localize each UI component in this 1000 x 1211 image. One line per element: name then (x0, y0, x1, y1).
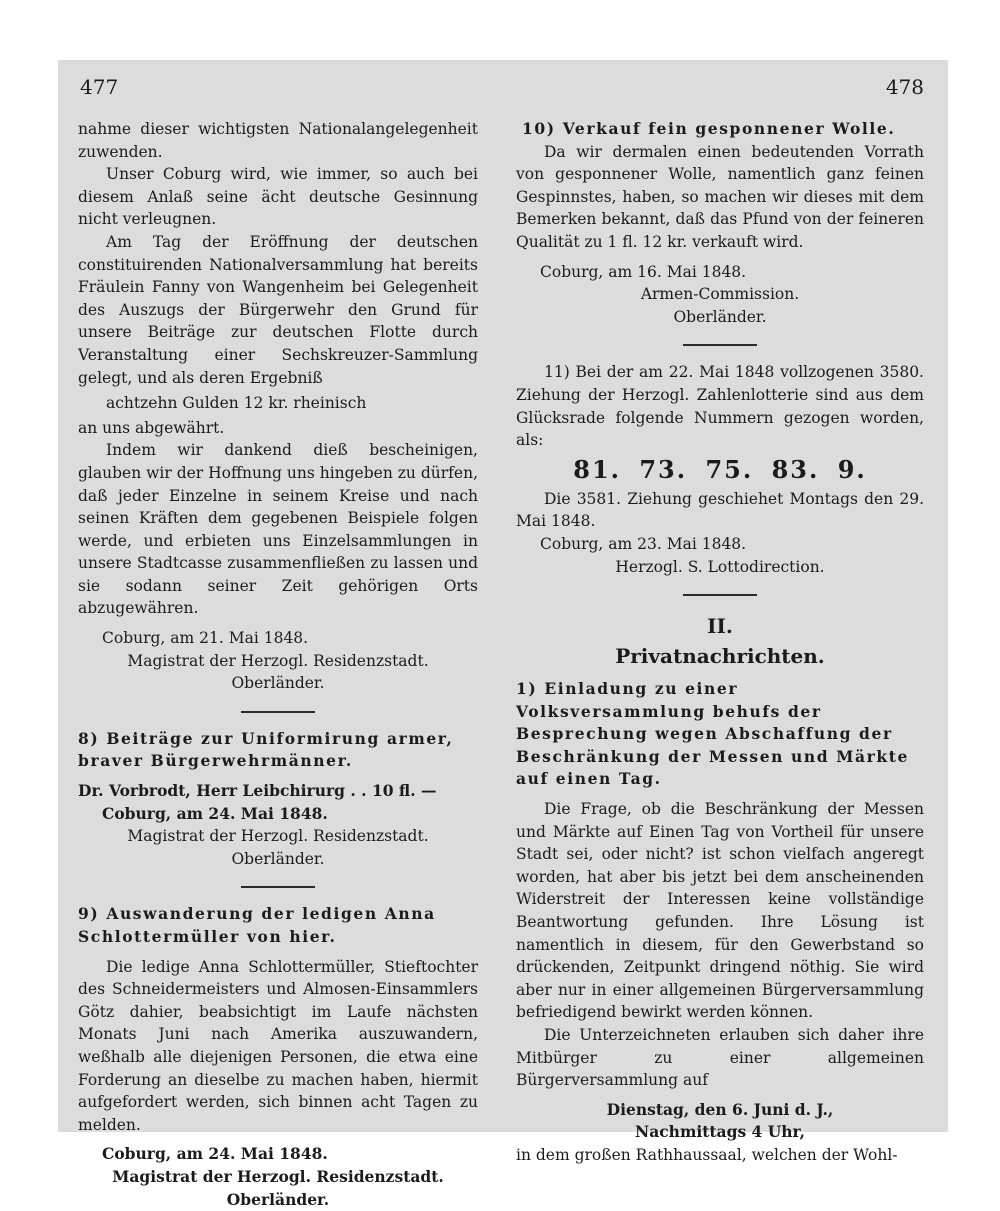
separator-rule (683, 594, 757, 596)
section-10-title: 10) Verkauf fein gesponnener Wolle. (522, 119, 896, 138)
meeting-time: Nachmittags 4 Uhr, (635, 1122, 805, 1142)
paragraph-next-draw: Die 3581. Ziehung geschiehet Montags den 29. Mai 1848. (516, 489, 924, 531)
date-line: Coburg, am 16. Mai 1848. (540, 262, 747, 281)
date-line: Coburg, am 24. Mai 1848. (102, 1144, 328, 1164)
amount-line: achtzehn Gulden 12 kr. rheinisch (106, 394, 367, 413)
delivered-line: an uns abgewährt. (78, 418, 225, 437)
paragraph-question: Die Frage, ob die Beschränkung der Messen und Märkte auf Einen Tag von Vortheil für unsere Stadt sei, oder nicht? ist schon vielfach angeregt worden, hat aber bis jetzt bei dem anscheinenden Widerstreit der Interessen keine vollständige Beantwortung gefunden. Ihre Lösung ist namentlich in diesem, für den Gewerbstand so drückenden, Zeitpunkt dringend nöthig. Sie wird aber nur in einer allgemeinen Bürgerversammlung befriedigend bewirkt werden können. (516, 800, 924, 1022)
page-number-left: 477 (80, 75, 119, 99)
paragraph-place: in dem großen Rathhaussaal, welchen der Wohl- (516, 1145, 898, 1164)
invitation-title: 1) Einladung zu einer Volksversammlung behufs der Besprechung wegen Abschaffung der Beschränkung der Messen und Märkte auf einen Tag. (516, 679, 909, 789)
signer-line: Oberländer. (231, 674, 325, 693)
paragraph-wool: Da wir dermalen einen bedeutenden Vorrath von gesponnener Wolle, namentlich ganz feinen Gespinnstes, haben, so machen wir dieses mit dem Bemerken bekannt, daß das Pfund von der feineren Qualität zu 1 fl. 12 kr. verkauft wird. (516, 142, 924, 251)
page-number-right: 478 (885, 75, 924, 99)
paragraph-emigration: Die ledige Anna Schlottermüller, Stieftochter des Schneidermeisters und Almosen-Einsammlers Götz dahier, beabsichtigt im Laufe nächsten Monats Juni nach Amerika auszuwandern, weßhalb alle diejenigen Personen, die etwa eine Forderung an dieselbe zu machen haben, hiermit aufgefordert werden, sich binnen acht Tagen zu melden. (78, 957, 478, 1134)
meeting-day: Dienstag, den 6. Juni d. J., (606, 1099, 834, 1119)
paragraph-opening: Am Tag der Eröffnung der deutschen constituirenden Nationalversammlung hat bereits Fräulein Fanny von Wangenheim bei Gelegenheit des Auszugs der Bürgerwehr den Grund für unsere Beiträge zur deutschen Flotte durch Veranstaltung einer Sechskreuzer-Sammlung gelegt, und als deren Ergebniß (78, 232, 478, 387)
authority-line: Magistrat der Herzogl. Residenzstadt. (127, 827, 429, 846)
paragraph-invite: Die Unterzeichneten erlauben sich daher ihre Mitbürger zu einer allgemeinen Bürgerversammlung auf (516, 1026, 924, 1090)
separator-rule (241, 711, 315, 713)
left-column (58, 60, 496, 1209)
authority-line: Magistrat der Herzogl. Residenzstadt. (127, 651, 429, 670)
continuation-text: nahme dieser wichtigsten Nationalangelegenheit zuwenden. (78, 120, 478, 161)
lottery-numbers: 81. 73. 75. 83. 9. (573, 454, 867, 484)
separator-rule (241, 886, 315, 888)
paragraph-coburg: Unser Coburg wird, wie immer, so auch bei diesem Anlaß seine ächt deutsche Gesinnung nicht verleugnen. (78, 165, 478, 229)
section-title: Privatnachrichten. (615, 644, 825, 669)
authority-line: Herzogl. S. Lottodirection. (615, 557, 825, 576)
signer-line: Oberländer. (231, 849, 325, 868)
paragraph-lottery: 11) Bei der am 22. Mai 1848 vollzogenen 3580. Ziehung der Herzogl. Zahlenlotterie sind aus dem Glücksrade folgende Nummern gezogen worden, als: (516, 363, 924, 450)
authority-line: Armen-Commission. (640, 285, 800, 304)
contributor-row: Dr. Vorbrodt, Herr Leibchirurg . . 10 fl. — (78, 781, 437, 801)
date-line: Coburg, am 23. Mai 1848. (540, 534, 747, 553)
date-line: Coburg, am 21. Mai 1848. (102, 629, 309, 648)
right-column (496, 60, 948, 1164)
date-line: Coburg, am 24. Mai 1848. (102, 803, 328, 823)
paragraph-thanks: Indem wir dankend dieß bescheinigen, glauben wir der Hoffnung uns hingeben zu dürfen, daß jeder Einzelne in seinem Kreise und nach seinen Kräften dem gegebenen Beispiele folgen werde, und erbieten uns Einzelsammlungen in unsere Stadtcasse zusammenfließen zu lassen und sie sodann seiner Zeit gehörigen Orts abzugewähren. (78, 441, 478, 618)
signer-line: Oberländer. (226, 1189, 330, 1209)
section-numeral: II. (707, 614, 733, 639)
separator-rule (683, 344, 757, 346)
section-8-title: 8) Beiträge zur Uniformirung armer, braver Bürgerwehrmänner. (78, 728, 454, 771)
section-9-title: 9) Auswanderung der ledigen Anna Schlottermüller von hier. (78, 904, 436, 946)
authority-line: Magistrat der Herzogl. Residenzstadt. (112, 1166, 444, 1186)
signer-line: Oberländer. (673, 307, 767, 326)
newspaper-page (58, 60, 948, 1209)
